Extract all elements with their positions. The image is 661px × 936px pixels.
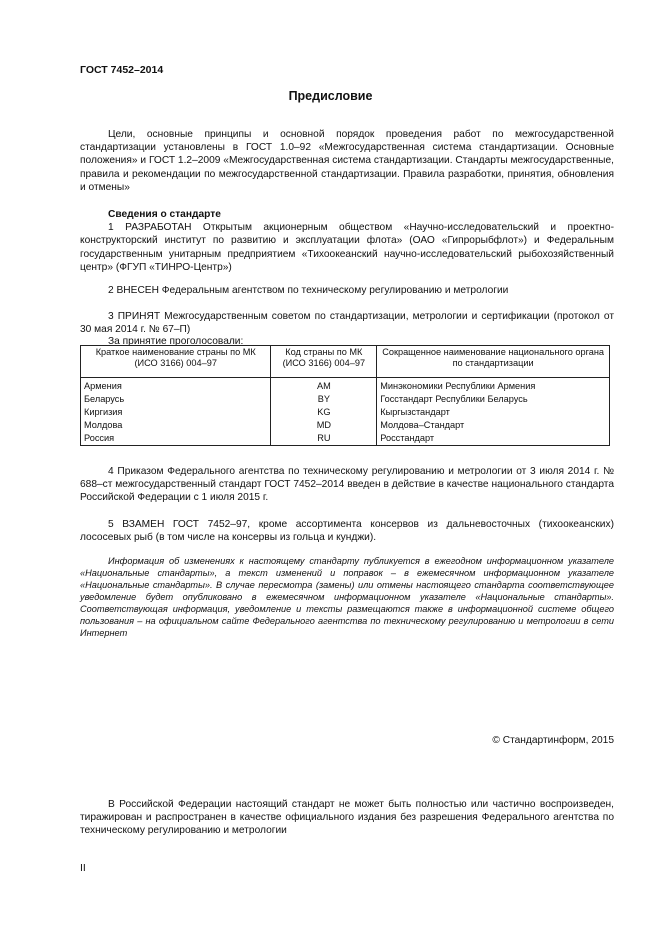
item-replaces: 5 ВЗАМЕН ГОСТ 7452–97, кроме ассортимента консервов из дальневосточных (тихоокеанских) лососевых рыб (в том числе на консервы из гольца и кунджи). (80, 519, 614, 544)
header-code: Код страны по МК (ИСО 3166) 004–97 (271, 346, 377, 378)
code-cell: AM (271, 378, 377, 394)
table-row (81, 393, 610, 406)
document-id: ГОСТ 7452–2014 (80, 64, 164, 76)
item-adopted: 3 ПРИНЯТ Межгосударственным советом по стандартизации, метрологии и сертификации (протокол от 30 мая 2014 г. № 67–П) (80, 311, 614, 336)
body-cell: Молдова–Стандарт (377, 419, 610, 432)
country-cell: Киргизия (81, 406, 271, 419)
body-cell: Кыргызстандарт (377, 406, 610, 419)
amendments-info-note: Информация об изменениях к настоящему стандарту публикуется в ежегодном информационном указателе «Национальные стандарты», а текст изменений и поправок – в ежемесячном информационном указателе «Национальные стандарты». В случае пересмотра (замены) или отмены настоящего стандарта соответствующее уведомление будет опубликовано в ежемесячном информационном указателе «Национальные стандарты». Соответствующая информация, уведомление и тексты размещаются также в информационной системе общего пользования – на официальном сайте Федерального агентства по техническому регулированию и метрологии в сети Интернет (80, 556, 614, 638)
code-cell: KG (271, 406, 377, 419)
item-order: 4 Приказом Федерального агентства по техническому регулированию и метрологии от 3 июля 2014 г. № 688–ст межгосударственный стандарт ГОСТ 7452–2014 введен в действие в качестве национального стандарта Российской Федерации с 1 июля 2015 г. (80, 466, 614, 504)
header-country: Краткое наименование страны по МК (ИСО 3166) 004–97 (81, 346, 271, 378)
body-cell: Госстандарт Республики Беларусь (377, 393, 610, 406)
code-cell: BY (271, 393, 377, 406)
page-number: II (80, 862, 86, 874)
standard-info-heading: Сведения о стандарте (108, 209, 221, 220)
standard-info-block (80, 208, 614, 274)
country-cell: Молдова (81, 419, 271, 432)
copyright-line: © Стандартинформ, 2015 (492, 735, 614, 746)
country-cell: Беларусь (81, 393, 271, 406)
header-body: Сокращенное наименование национального органа по стандартизации (377, 346, 610, 378)
country-cell: Россия (81, 432, 271, 446)
table-row (81, 432, 610, 446)
reproduction-notice: В Российской Федерации настоящий стандарт не может быть полностью или частично воспроизведен, тиражирован и распространен в качестве официального издания без разрешения Федерального агентства по техническому регулированию и метрологии (80, 799, 614, 837)
page-title: Предисловие (288, 89, 373, 103)
voted-label: За принятие проголосовали: (108, 336, 244, 347)
table-row (81, 406, 610, 419)
code-cell: RU (271, 432, 377, 446)
table-row (81, 378, 610, 394)
code-cell: MD (271, 419, 377, 432)
table-header-row (81, 346, 610, 378)
body-cell: Росстандарт (377, 432, 610, 446)
table-row (81, 419, 610, 432)
item-introduced: 2 ВНЕСЕН Федеральным агентством по техническому регулированию и метрологии (108, 285, 509, 296)
voting-table (80, 345, 610, 446)
body-cell: Минэкономики Республики Армения (377, 378, 610, 394)
country-cell: Армения (81, 378, 271, 394)
item-developed: 1 РАЗРАБОТАН Открытым акционерным обществом «Научно-исследовательский и проектно-конструкторский институт по развитию и эксплуатации флота» (ОАО «Гипрорыбфлот») и Федеральным государственным унитарным предприятием «Тихоокеанский научно-исследовательский рыбохозяйственный центр» (ФГУП «ТИНРО-Центр») (80, 222, 614, 273)
intro-paragraph: Цели, основные принципы и основной порядок проведения работ по межгосударственной стандартизации установлены в ГОСТ 1.0–92 «Межгосударственная система стандартизации. Основные положения» и ГОСТ 1.2–2009 «Межгосударственная система стандартизации. Стандарты межгосударственные, правила и рекомендации по межгосударственной стандартизации. Правила разработки, принятия, обновления и отмены» (80, 129, 614, 193)
